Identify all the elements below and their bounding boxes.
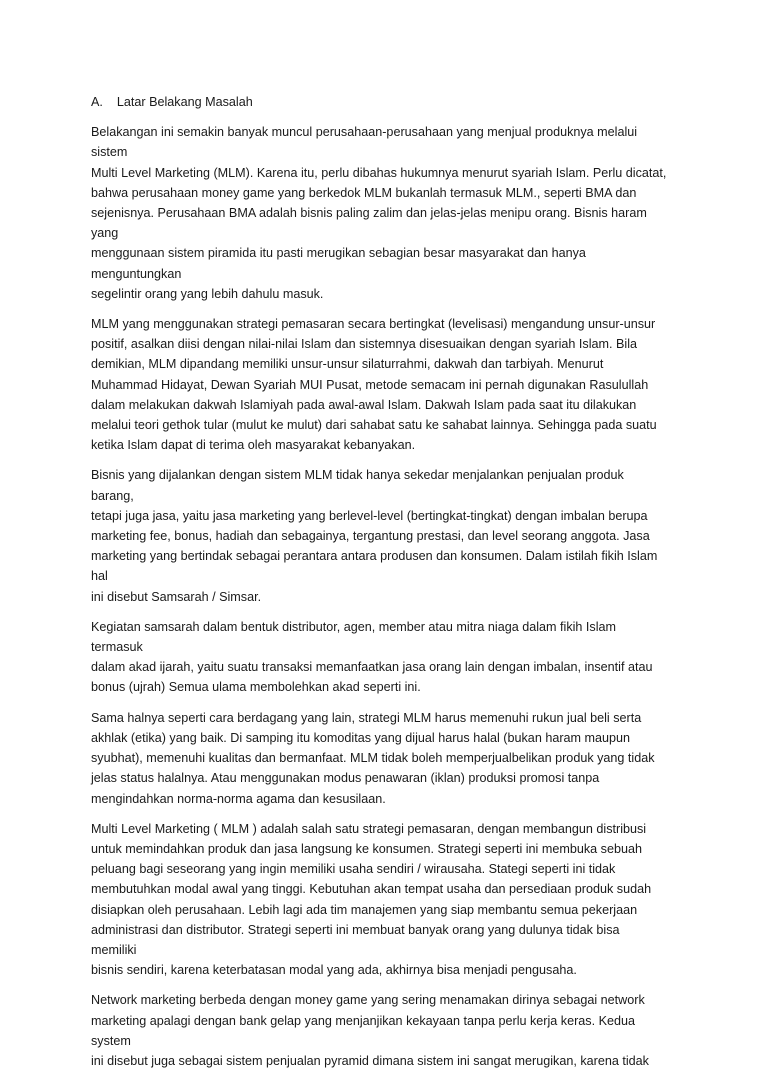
paragraph-3: Bisnis yang dijalankan dengan sistem MLM tidak hanya sekedar menjalankan penjualan produk barang, tetapi juga jasa, yaitu jasa marketing yang berlevel-level (bertingkat-tingkat) dengan imbalan berupa marketing fee, bonus, hadiah dan sebagainya, tergantung prestasi, dan level seorang anggota. Jasa marketing yang bertindak sebagai perantara antara produsen dan konsumen. Dalam istilah fikih Islam hal ini disebut Samsarah / Simsar. [91, 468, 658, 604]
section-heading: A. Latar Belakang Masalah [91, 95, 253, 109]
paragraph-2: MLM yang menggunakan strategi pemasaran secara bertingkat (levelisasi) mengandung unsur-unsur positif, asalkan diisi dengan nilai-nilai Islam dan sistemnya disesuaikan dengan syariah Islam. Bila demikian, MLM dipandang memiliki unsur-unsur silaturrahmi, dakwah dan tarbiyah. Menurut Muhammad Hidayat, Dewan Syariah MUI Pusat, metode semacam ini pernah digunakan Rasulullah dalam melakukan dakwah Islamiyah pada awal-awal Islam. Dakwah Islam pada saat itu dilakukan melalui teori gethok tular (mulut ke mulut) dari sahabat satu ke sahabat lainnya. Sehingga pada suatu ketika Islam dapat di terima oleh masyarakat kebanyakan. [91, 317, 657, 453]
paragraph-7: Network marketing berbeda dengan money game yang sering menamakan dirinya sebagai network marketing apalagi dengan bank gelap yang menjanjikan kekayaan tanpa perlu kerja keras. Kedua system ini disebut juga sebagai sistem penjualan pyramid dimana sistem ini sangat merugikan, karena tidak [91, 993, 649, 1068]
paragraph-6: Multi Level Marketing ( MLM ) adalah salah satu strategi pemasaran, dengan membangun distribusi untuk memindahkan produk dan jasa langsung ke konsumen. Strategi seperti ini membuka sebuah peluang bagi seseorang yang ingin memiliki usaha sendiri / wirausaha. Stategi seperti ini tidak membutuhkan modal awal yang tinggi. Kebutuhan akan tempat usaha dan persediaan produk sudah disiapkan oleh perusahaan. Lebih lagi ada tim manajemen yang siap membantu semua pekerjaan administrasi dan distributor. Strategi seperti ini membuat banyak orang yang dulunya tidak bisa memiliki bisnis sendiri, karena keterbatasan modal yang ada, akhirnya bisa menjadi pengusaha. [91, 821, 652, 978]
paragraph-4: Kegiatan samsarah dalam bentuk distributor, agen, member atau mitra niaga dalam fikih Islam termasuk dalam akad ijarah, yaitu suatu transaksi memanfaatkan jasa orang lain dengan imbalan, insentif atau bonus (ujrah) Semua ulama membolehkan akad seperti ini. [91, 619, 653, 695]
paragraph-1: Belakangan ini semakin banyak muncul perusahaan-perusahaan yang menjual produknya melalui sistem Multi Level Marketing (MLM). Karena itu, perlu dibahas hukumnya menurut syariah Islam. Perlu dicatat, bahwa perusahaan money game yang berkedok MLM bukanlah termasuk MLM., seperti BMA dan sejenisnya. Perusahaan BMA adalah bisnis paling zalim dan jelas-jelas menipu orang. Bisnis haram yang menggunaan sistem piramida itu pasti merugikan sebagian besar masyarakat dan hanya menguntungkan segelintir orang yang lebih dahulu masuk. [91, 125, 667, 301]
paragraph-5: Sama halnya seperti cara berdagang yang lain, strategi MLM harus memenuhi rukun jual beli serta akhlak (etika) yang baik. Di samping itu komoditas yang dijual harus halal (bukan haram maupun syubhat), memenuhi kualitas dan bermanfaat. MLM tidak boleh memperjualbelikan produk yang tidak jelas status halalnya. Atau menggunakan modus penawaran (iklan) produksi promosi tanpa mengindahkan norma-norma agama dan kesusilaan. [91, 710, 655, 806]
